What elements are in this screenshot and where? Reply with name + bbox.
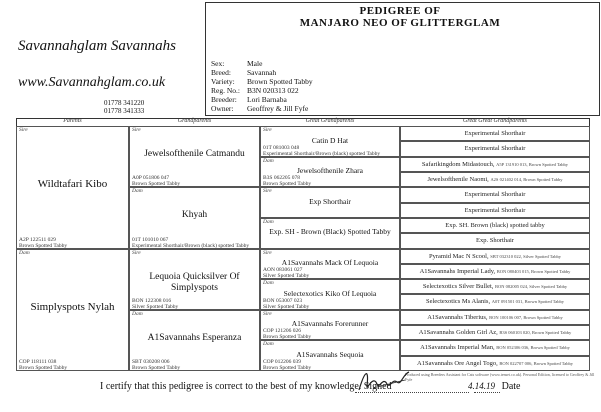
ancestor-name: Experimental Shorthair: [464, 130, 526, 137]
column-header-grandparents: Grandparents: [177, 118, 212, 124]
role-label: Sire: [263, 310, 272, 317]
registration-number: COP 121206 026: [263, 328, 301, 335]
ancestor-detail: A2S 021402 014, Brown Spotted Tabby: [490, 176, 563, 182]
registration-number: COP 012206 039: [263, 359, 301, 365]
ancestor-detail: B3S 060103 020, Brown Spotted Tabby: [499, 330, 572, 336]
detail-value: Brown Spotted Tabby: [247, 77, 313, 86]
detail-label: Reg. No.:: [211, 86, 240, 95]
detail-label: Owner:: [211, 104, 234, 113]
ancestor-detail: A5P 131910 013, Brown Spotted Tabby: [496, 161, 569, 167]
great-grandparents-cell: [260, 187, 400, 218]
ancestor-entry: [403, 222, 587, 229]
role-label: Sire: [132, 127, 141, 133]
detail-value: Savannah: [247, 68, 277, 77]
coat-color: Experimental Shorthair/Brown (black) spotted Tabby: [132, 242, 250, 249]
pedigree-title-line2: MANJARO NEO OF GLITTERGLAM: [299, 17, 501, 29]
detail-label: Sex:: [211, 59, 225, 68]
coat-color: Silver Spotted Tabby: [263, 273, 310, 280]
detail-value: Lori Barnaba: [247, 95, 287, 104]
ancestor-name: Khyah: [181, 210, 208, 221]
registration-number: SBT 030208 006: [132, 359, 170, 365]
ancestor-name: Exp. Shorthair: [476, 237, 514, 245]
ancestor-name: A1Savannahs Forerunner: [291, 319, 369, 329]
column-header-great-grandparents: Great Grandparents: [305, 118, 355, 124]
ancestor-detail: BON 022707 006, Brown Spotted Tabby: [499, 360, 573, 366]
great-grandparents-cell: [260, 126, 400, 157]
parents-cell: [16, 126, 129, 249]
software-footnote: Produced using Breeders Assistant for Cats software (www.tenset.co.uk). Personal Edition, licensed to Geoffrey & Jill Fyfe: [405, 372, 595, 382]
detail-label: Breed:: [211, 68, 231, 77]
role-label: Sire: [19, 127, 28, 133]
ancestor-name: A1Savannahs Esperanza: [147, 332, 242, 343]
certification-statement: I certify that this pedigree is correct to the best of my knowledge. Signed: [100, 381, 392, 392]
ancestor-entry: [403, 253, 587, 260]
detail-row: [211, 104, 308, 113]
great-great-grandparent-cell: [400, 264, 590, 279]
ancestor-name: Selectexotics Ms Alanis,: [426, 298, 491, 306]
pedigree-title-line1: PEDIGREE OF: [359, 5, 441, 17]
great-grandparents-cell: [260, 218, 400, 249]
ancestor-name: Experimental Shorthair: [464, 191, 526, 199]
certification-text: [100, 381, 520, 392]
cattery-website[interactable]: www.Savannahglam.co.uk: [18, 75, 166, 90]
grandparents-cell: [129, 126, 260, 187]
coat-color: Brown Spotted Tabby: [263, 365, 312, 371]
coat-color: Silver Spotted Tabby: [263, 303, 310, 310]
great-great-grandparent-cell: [400, 218, 590, 233]
date-line: [474, 392, 500, 393]
ancestor-detail: BON 080403 015, Brown Spotted Tabby: [496, 268, 571, 274]
great-grandparents-cell: [260, 157, 400, 188]
ancestor-detail: BON 100106 007, Brown Spotted Tabby: [489, 314, 563, 320]
ancestor-entry: [403, 130, 587, 137]
role-label: Sire: [263, 249, 272, 256]
ancestor-entry: [403, 176, 587, 183]
grandparents-cell: [129, 187, 260, 248]
ancestor-name: Jewelsofthenile Naomi,: [427, 175, 489, 183]
great-great-grandparent-cell: [400, 279, 590, 294]
ancestor-entry: [403, 344, 587, 351]
role-label: Sire: [132, 249, 141, 256]
ancestor-name: Pyramid Mac N Scool,: [429, 252, 489, 260]
great-great-grandparent-cell: [400, 126, 590, 141]
ancestor-name: Jewelsofthenile Catmandu: [144, 149, 245, 160]
breeder-block: [18, 38, 203, 115]
great-grandparents-cell: [260, 310, 400, 341]
ancestor-name: A1Savannahs Mack Of Lequoia: [281, 258, 379, 268]
great-great-grandparent-cell: [400, 356, 590, 371]
ancestor-detail: A0T 091501 031, Brown Spotted Tabby: [491, 299, 564, 305]
detail-value: Geoffrey & Jill Fyfe: [247, 104, 309, 113]
phone-2: 01778 341333: [104, 107, 145, 115]
coat-color: Brown Spotted Tabby: [263, 334, 312, 341]
handwritten-signature: [355, 366, 415, 401]
great-great-grandparent-cell: [400, 141, 590, 156]
great-great-grandparent-cell: [400, 340, 590, 355]
great-grandparents-cell: [260, 279, 400, 310]
coat-color: Brown Spotted Tabby: [132, 181, 181, 188]
role-label: Sire: [263, 127, 272, 133]
detail-row: [211, 86, 299, 95]
ancestor-name: A1Savannahs Golden Girl Az,: [418, 329, 498, 337]
great-great-grandparent-cell: [400, 203, 590, 218]
registration-number: 01T 101010 067: [132, 236, 169, 243]
ancestor-name: Lequoia Quicksilver Of Simplyspots: [149, 271, 240, 294]
registration-number: B3S 062205 078: [263, 175, 300, 182]
detail-value: B3N 020313 022: [247, 86, 299, 95]
great-great-grandparent-cell: [400, 157, 590, 172]
great-great-grandparent-cell: [400, 294, 590, 309]
ancestor-entry: [403, 207, 587, 214]
ancestor-name: Simplyspots Nylah: [30, 300, 115, 313]
signed-date: 4.14.19: [468, 381, 495, 391]
detail-row: [211, 59, 262, 68]
registration-number: BON 053007 023: [263, 297, 303, 304]
registration-number: BON 122308 016: [132, 297, 172, 304]
ancestor-name: Wildtafari Kibo: [37, 178, 108, 191]
great-great-grandparent-cell: [400, 310, 590, 325]
role-label: Dam: [132, 188, 143, 195]
registration-number: A2P 122511 029: [19, 236, 56, 243]
detail-row: [211, 95, 287, 104]
great-great-grandparent-cell: [400, 325, 590, 340]
ancestor-name: Catin D Hat: [311, 135, 349, 145]
ancestor-name: Exp Shorthair: [309, 196, 351, 206]
ancestor-name: A1Savannahs Imperial Lady,: [419, 267, 496, 275]
ancestor-entry: [403, 314, 587, 321]
registration-number: A0P 051806 047: [132, 175, 170, 182]
phone-1: 01778 341220: [104, 99, 145, 107]
detail-label: Variety:: [211, 77, 235, 86]
ancestor-name: Exp. SH. Brown (black) spotted tabby: [445, 221, 545, 229]
coat-color: Experimental Shorthair/Brown (black) spotted Tabby: [263, 150, 381, 157]
ancestor-entry: [403, 283, 587, 290]
ancestor-entry: [403, 191, 587, 198]
grandparents-cell: [129, 310, 260, 371]
ancestor-entry: [403, 329, 587, 336]
ancestor-name: Jewelsofthenile Zhara: [296, 166, 363, 176]
detail-row: [211, 77, 313, 86]
registration-number: 01T 081003 048: [263, 144, 300, 151]
ancestor-entry: [403, 145, 587, 152]
great-great-grandparent-cell: [400, 187, 590, 202]
ancestor-name: Experimental Shorthair: [464, 145, 526, 153]
ancestor-name: A1Savannahs Sequoia: [296, 349, 364, 359]
ancestor-name: A1Savannahs Tiberius,: [427, 313, 488, 321]
role-label: Dam: [263, 218, 274, 225]
role-label: Sire: [263, 188, 272, 195]
great-great-grandparent-cell: [400, 249, 590, 264]
column-header-great-great-grandparents: Great Great Grandparents: [463, 118, 527, 124]
ancestor-detail: BON 082005 024, Silver Spotted Tabby: [495, 284, 568, 290]
ancestor-name: A1Savannahs Imperial Man,: [420, 344, 495, 352]
ancestor-name: Experimental Shorthair: [464, 206, 526, 214]
great-great-grandparent-cell: [400, 233, 590, 248]
role-label: Dam: [19, 249, 30, 256]
ancestor-entry: [403, 298, 587, 305]
ancestor-name: Safarikingdom Midastouch,: [421, 160, 495, 168]
coat-color: Brown Spotted Tabby: [19, 365, 68, 371]
date-label: Date: [501, 381, 521, 392]
ancestor-name: Exp. SH - Brown (Black) Spotted Tabby: [269, 227, 391, 237]
ancestor-entry: [403, 360, 587, 367]
great-grandparents-cell: [260, 249, 400, 280]
great-great-grandparent-cell: [400, 172, 590, 187]
role-label: Dam: [263, 157, 274, 164]
coat-color: Silver Spotted Tabby: [132, 303, 179, 310]
coat-color: Brown Spotted Tabby: [19, 242, 68, 249]
coat-color: Brown Spotted Tabby: [263, 181, 312, 188]
column-header-parents: Parents: [63, 118, 82, 124]
ancestor-detail: BON 052306 036, Brown Spotted Tabby: [496, 345, 570, 351]
ancestor-detail: SBT 032310 022, Silver Spotted Tabby: [490, 253, 561, 259]
ancestor-entry: [403, 268, 587, 275]
ancestor-entry: [403, 161, 587, 168]
ancestor-name: Selectexotics Kiko Of Lequoia: [283, 288, 377, 298]
role-label: Dam: [263, 280, 274, 287]
ancestor-name: A1Savannahs Ore Angel Togo,: [417, 359, 498, 367]
role-label: Dam: [132, 310, 143, 317]
detail-label: Breeder:: [211, 95, 237, 104]
parents-cell: [16, 249, 129, 372]
registration-number: COP 118111 038: [19, 359, 57, 365]
grandparents-cell: [129, 249, 260, 310]
detail-row: [211, 68, 276, 77]
coat-color: Brown Spotted Tabby: [132, 365, 181, 371]
registration-number: AON 083061 027: [263, 267, 303, 274]
cattery-name: Savannahglam Savannahs: [18, 38, 176, 54]
role-label: Dam: [263, 341, 274, 348]
ancestor-name: Selectexotics Silver Bullet,: [422, 283, 494, 291]
ancestor-entry: [403, 237, 587, 244]
detail-value: Male: [247, 59, 263, 68]
